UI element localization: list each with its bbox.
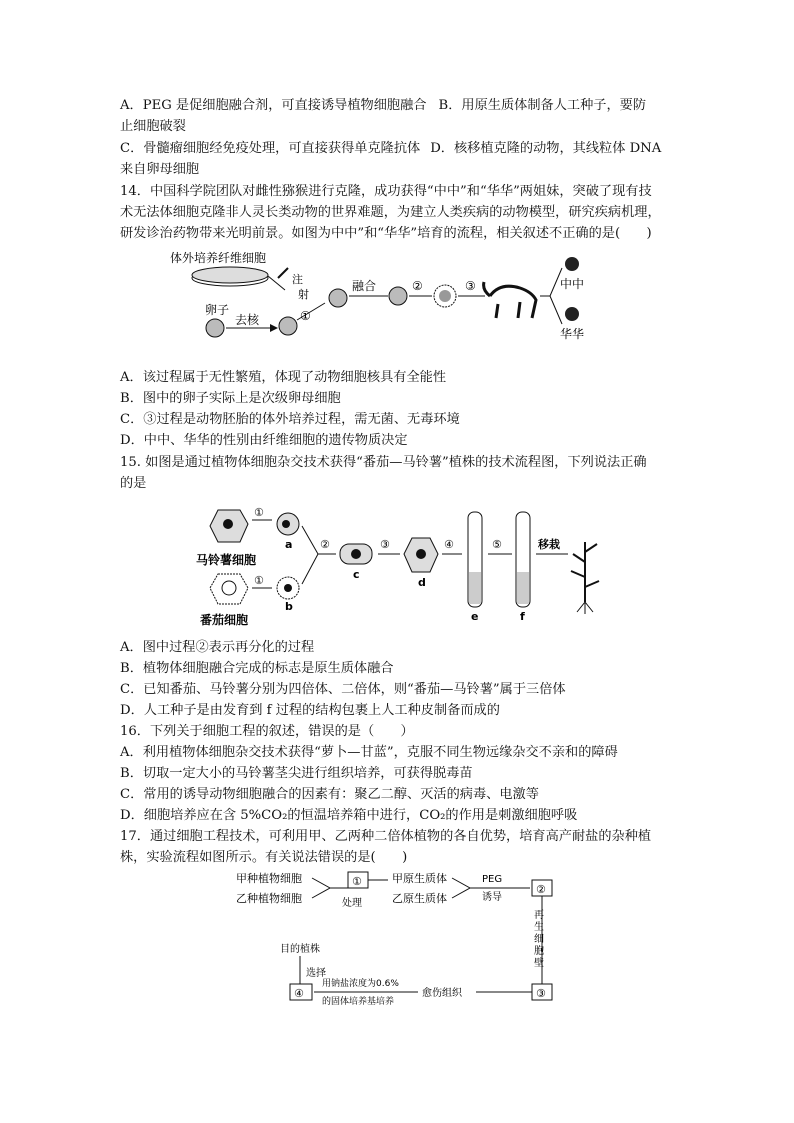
fig17-proto-b-label: 乙原生质体: [392, 892, 447, 905]
q13-option-c: C．骨髓瘤细胞经免疫处理，可直接获得单克隆抗体: [120, 141, 421, 156]
fig17-peg-label: PEG: [482, 874, 503, 885]
arrowhead-icon: [270, 324, 278, 332]
q15-option-b: B．植物体细胞融合完成的标志是原生质体融合: [120, 661, 394, 676]
fig17-callus-label: 愈伤组织: [422, 988, 462, 999]
q17-stem-line2: 株，实验流程如图所示。有关说法错误的是( ): [120, 850, 408, 865]
q17-stem-line1: 17．通过细胞工程技术，可利用甲、乙两种二倍体植物的各自优势，培育高产耐盐的杂种植: [120, 829, 652, 844]
fig15-step2-label: ②: [320, 538, 330, 551]
plant-icon: [571, 542, 599, 602]
q13-option-d-cont: 来自卵母细胞: [120, 162, 200, 177]
plant-roots-icon: [577, 602, 593, 614]
q16-stem: 16．下列关于细胞工程的叙述，错误的是（ ）: [120, 724, 414, 739]
fig14-huahua-label: 华华: [560, 327, 585, 341]
fig17-proto-a-label: 甲原生质体: [392, 872, 447, 885]
enucleated-egg-icon: [279, 317, 297, 335]
hybrid-nucleus-icon: [416, 549, 426, 559]
fig15-tomato-label: 番茄细胞: [200, 613, 249, 627]
reconstructed-egg-icon: [329, 289, 347, 307]
callus-medium-icon: [469, 572, 481, 604]
fig15-label-a: a: [285, 538, 293, 551]
q14-option-c: C．③过程是动物胚胎的体外培养过程，需无菌、无毒环境: [120, 412, 460, 427]
q14-option-a: A．该过程属于无性繁殖，体现了动物细胞核具有全能性: [120, 370, 447, 385]
fig17-box1-label: ①: [352, 875, 362, 888]
q13-option-d: D．核移植克隆的动物，其线粒体 DNA: [430, 141, 662, 156]
potato-nucleus-icon: [223, 519, 233, 529]
q15-option-c: C．已知番茄、马铃薯分别为四倍体、二倍体，则“番茄—马铃薯”属于三倍体: [120, 682, 566, 697]
fig15-potato-label: 马铃薯细胞: [196, 553, 257, 567]
fig15-label-b: b: [285, 600, 293, 613]
fig15-label-c: c: [353, 568, 360, 581]
arrow-to-needle-icon: [268, 276, 285, 290]
fig15-step1-label-b: ①: [254, 574, 264, 587]
q17-flow-diagram: [230, 866, 570, 1008]
q15-stem-line1: 15. 如图是通过植物体细胞杂交技术获得“番茄—马铃薯”植株的技术流程图，下列说法正确: [120, 455, 647, 470]
fused-nucleus-icon: [351, 549, 361, 559]
q13-option-a: A．PEG 是促细胞融合剂，可直接诱导植物细胞融合: [120, 98, 427, 113]
fig15-label-e: e: [471, 610, 479, 623]
fig17-process-label: 处理: [342, 898, 362, 909]
q15-somatic-hybrid-diagram: [190, 502, 610, 627]
q14-option-b: B．图中的卵子实际上是次级卵母细胞: [120, 391, 341, 406]
fig17-medium-label-1: 用钠盐浓度为0.6%: [322, 979, 399, 989]
fig17-cell-a-label: 甲种植物细胞: [236, 872, 302, 885]
q14-cloning-diagram: [160, 248, 600, 348]
fig15-step5-label: ⑤: [492, 538, 502, 551]
q16-option-a: A．利用植物体细胞杂交技术获得“萝卜—甘蓝”，克服不同生物远缘杂交不亲和的障碍: [120, 745, 618, 760]
surrogate-monkey-icon: [484, 282, 536, 318]
fig14-step1-label: ①: [300, 309, 311, 323]
fig14-culture-label: 体外培养纤维细胞: [170, 251, 267, 265]
tomato-protoplast-nucleus-icon: [284, 584, 292, 592]
fig17-medium-label-2: 的固体培养基培养: [322, 997, 395, 1007]
fused-cell-icon: [389, 287, 407, 305]
fig17-box4-label: ④: [294, 987, 304, 1000]
embryo-core-icon: [439, 290, 451, 302]
fig15-transplant-label: 移栽: [538, 538, 560, 551]
fig15-step3-label: ③: [380, 538, 390, 551]
fig14-enucleate-label: 去核: [235, 313, 260, 327]
q15-stem-line2: 的是: [120, 476, 147, 491]
fig17-regen-3: 细: [534, 934, 544, 945]
fig17-regen-1: 再: [534, 910, 544, 921]
fig17-regen-2: 生: [534, 922, 544, 933]
q13-option-c-d: [120, 140, 661, 158]
fig14-step3-label: ③: [465, 279, 476, 293]
q14-stem-line1: 14．中国科学院团队对雌性猕猴进行克隆，成功获得“中中”和“华华”两姐妹，突破了现有技: [120, 184, 652, 199]
q15-option-a: A．图中过程②表示再分化的过程: [120, 640, 315, 655]
merge-arrow-icon: [302, 526, 318, 584]
potato-protoplast-nucleus-icon: [282, 520, 290, 528]
q14-stem-line3: 研发诊治药物带来光明前景。如图为中中”和“华华”培育的流程，相关叙述不正确的是( ): [120, 226, 652, 241]
culture-dish-top-icon: [192, 267, 268, 283]
q15-option-d: D．人工种子是由发育到 f 过程的结构包裹上人工种皮制备而成的: [120, 703, 500, 718]
monkey-zhongzhong-icon: [565, 257, 579, 271]
fig17-target-label: 目的植株: [280, 944, 320, 955]
q13-option-b-cont: 止细胞破裂: [120, 119, 186, 134]
seedling-medium-icon: [517, 572, 529, 604]
fig17-select-label: 选择: [306, 968, 326, 979]
fig15-step1-label: ①: [254, 506, 264, 519]
egg-cell-icon: [206, 319, 224, 337]
monkey-huahua-icon: [565, 307, 579, 321]
fig14-zhongzhong-label: 中中: [560, 277, 585, 291]
fig17-box2-label: ②: [536, 883, 546, 896]
q16-option-b: B．切取一定大小的马铃薯茎尖进行组织培养，可获得脱毒苗: [120, 766, 473, 781]
q14-option-d: D．中中、华华的性别由纤维细胞的遗传物质决定: [120, 433, 408, 448]
fig14-egg-label: 卵子: [205, 303, 230, 317]
fig15-label-f: f: [520, 610, 525, 623]
fig17-induce-label: 诱导: [482, 892, 502, 903]
fig17-regen-4: 胞: [534, 946, 544, 957]
q13-option-a-b: [120, 97, 646, 115]
fig15-step4-label: ④: [444, 538, 454, 551]
fig14-fusion-label: 融合: [352, 279, 377, 293]
q14-stem-line2: 术无法体细胞克隆非人灵长类动物的世界难题，为建立人类疾病的动物模型，研究疾病机理，: [120, 205, 661, 220]
fig14-step2-label: ②: [412, 279, 423, 293]
tomato-nucleus-icon: [222, 581, 236, 595]
fig17-box3-label: ③: [536, 987, 546, 1000]
fig17-cell-b-label: 乙种植物细胞: [236, 892, 302, 905]
q16-option-d: D．细胞培养应在含 5%CO₂的恒温培养箱中进行，CO₂的作用是刺激细胞呼吸: [120, 808, 578, 823]
merge-arrow-1-icon: [312, 878, 330, 898]
fig17-regen-5: 壁: [534, 958, 544, 969]
fig14-inject-label-1: 注: [292, 273, 303, 286]
fig15-label-d: d: [418, 576, 426, 589]
merge-arrow-2-icon: [452, 878, 470, 898]
injection-needle-icon: [278, 268, 288, 278]
fig14-inject-label-2: 射: [298, 288, 309, 301]
q16-option-c: C．常用的诱导动物细胞融合的因素有：聚乙二醇、灭活的病毒、电激等: [120, 787, 539, 802]
q13-option-b: B．用原生质体制备人工种子，要防: [438, 98, 647, 113]
